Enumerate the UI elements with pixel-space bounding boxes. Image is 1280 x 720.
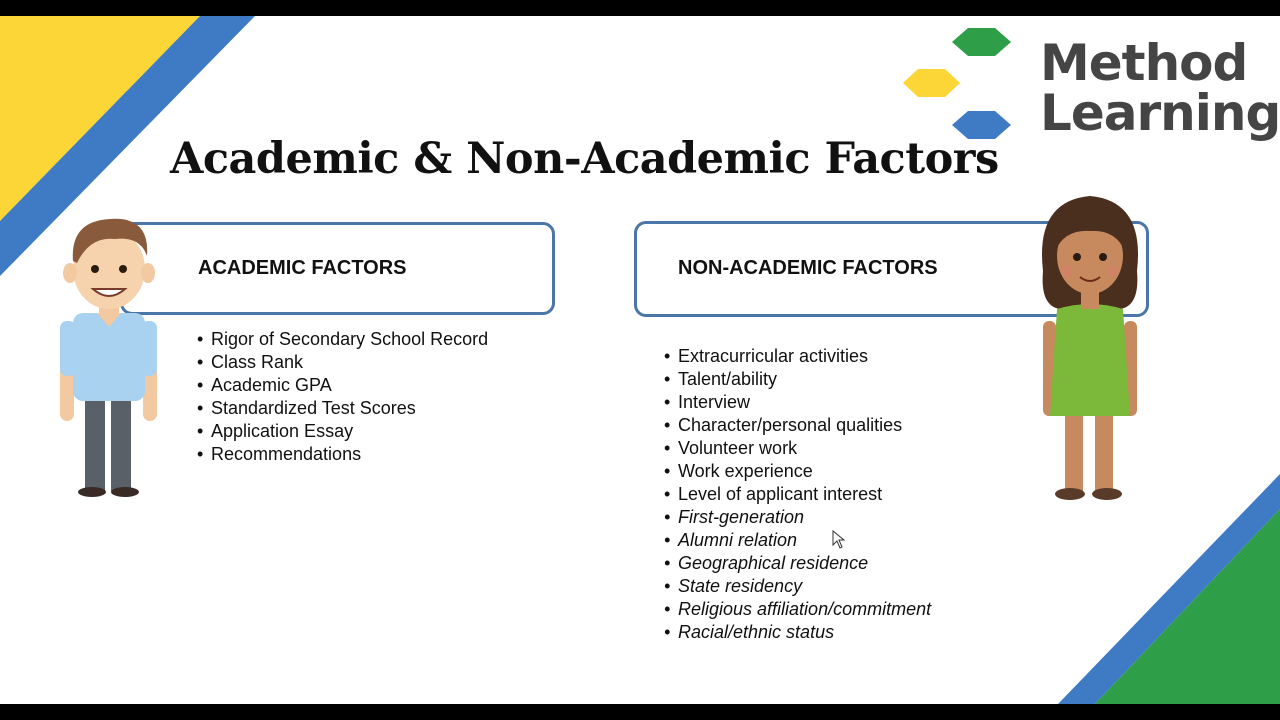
corner-decoration-bottom-right xyxy=(1050,474,1280,704)
male-student-illustration xyxy=(55,201,165,501)
list-item: • Academic GPA xyxy=(197,374,488,397)
list-item: • Standardized Test Scores xyxy=(197,397,488,420)
list-item: • Level of applicant interest xyxy=(664,483,931,506)
list-item: • Geographical residence xyxy=(664,552,931,575)
list-item: • Application Essay xyxy=(197,420,488,443)
non-academic-factors-list xyxy=(664,345,931,644)
list-item: • Recommendations xyxy=(197,443,488,466)
slide xyxy=(0,16,1280,704)
academic-factors-list xyxy=(197,328,488,466)
page-title: Academic & Non-Academic Factors xyxy=(170,134,999,184)
list-item: • Extracurricular activities xyxy=(664,345,931,368)
list-item: • State residency xyxy=(664,575,931,598)
list-item: • Alumni relation xyxy=(664,529,931,552)
list-item: • Class Rank xyxy=(197,351,488,374)
non-academic-factors-heading: NON-ACADEMIC FACTORS xyxy=(678,257,938,279)
mouse-cursor-icon xyxy=(832,530,846,550)
list-item: • Volunteer work xyxy=(664,437,931,460)
list-item: • Racial/ethnic status xyxy=(664,621,931,644)
list-item: • Rigor of Secondary School Record xyxy=(197,328,488,351)
list-item: • Character/personal qualities xyxy=(664,414,931,437)
female-student-illustration xyxy=(1035,191,1145,506)
list-item: • Talent/ability xyxy=(664,368,931,391)
list-item: • Religious affiliation/commitment xyxy=(664,598,931,621)
list-item: • Work experience xyxy=(664,460,931,483)
academic-factors-heading: ACADEMIC FACTORS xyxy=(198,257,407,279)
list-item: • First-generation xyxy=(664,506,931,529)
logo-text-learning: Learning xyxy=(1040,84,1280,142)
logo-text-method: Method xyxy=(1040,34,1248,92)
method-learning-logo-icon xyxy=(900,28,1030,148)
list-item: • Interview xyxy=(664,391,931,414)
